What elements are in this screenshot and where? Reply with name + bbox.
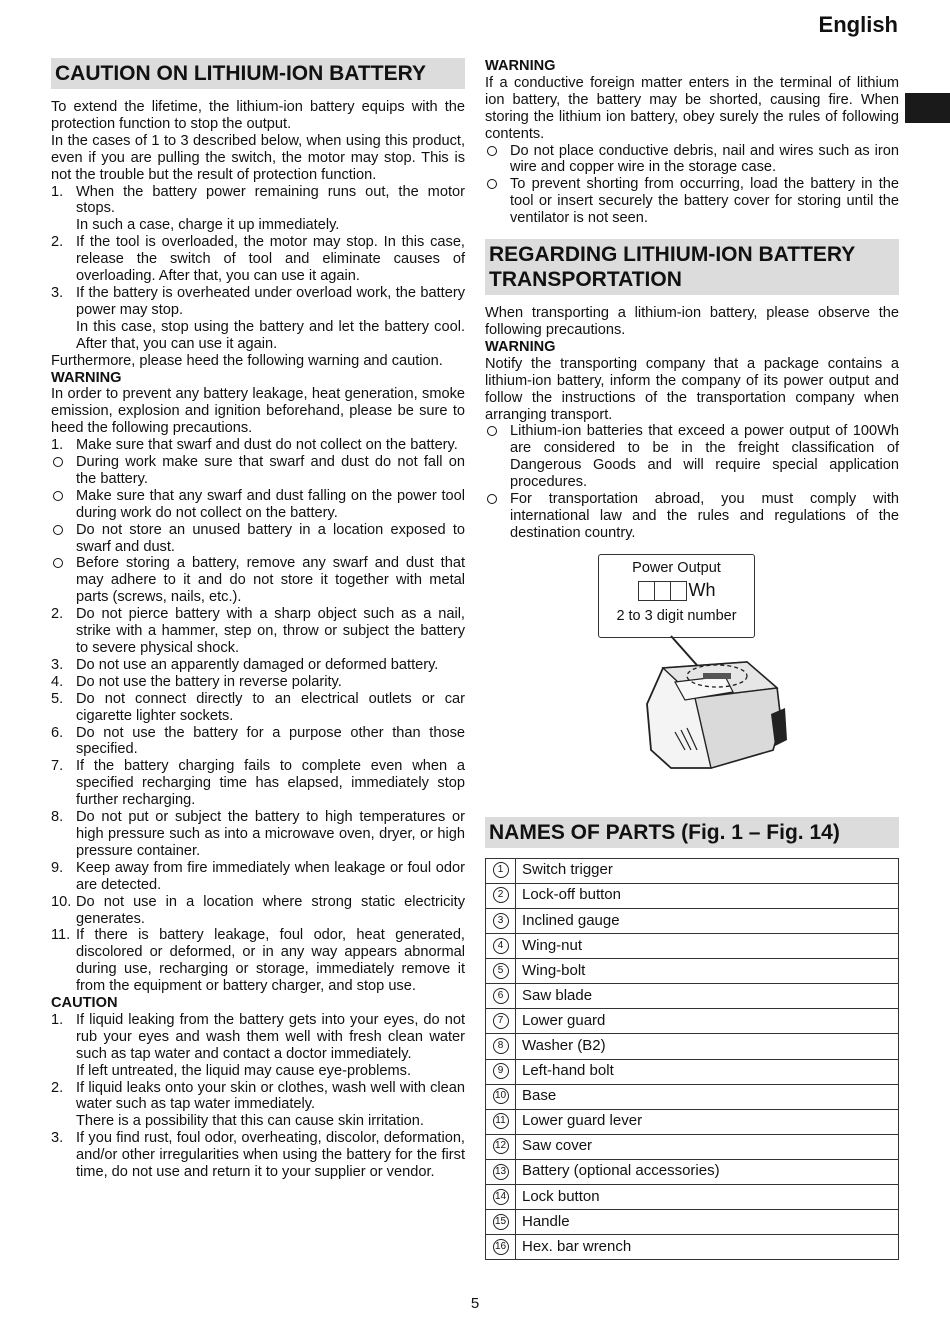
bullet-text: Do not store an unused battery in a location exposed to swarf and dust. — [76, 521, 465, 555]
table-row — [486, 1034, 899, 1059]
part-name-cell: Lock button — [516, 1184, 899, 1209]
bullet-item — [485, 423, 899, 491]
table-row — [486, 1109, 899, 1134]
table-row — [486, 959, 899, 984]
list-item — [51, 725, 465, 759]
list-item — [51, 606, 465, 657]
protection-list — [51, 184, 465, 353]
list-item-text: Do not connect directly to an electrical outlets or car cigarette lighter sockets. — [76, 690, 465, 724]
storage-warning-label: WARNING — [485, 58, 556, 74]
part-number-cell — [486, 1159, 516, 1184]
bullet-text: Make sure that any swarf and dust falling on the power tool during work do not collect on the battery. — [76, 487, 465, 521]
bullet-text: To prevent shorting from occurring, load the battery in the tool or insert securely the battery cover for storing until the ventilator is not seen. — [510, 176, 899, 227]
bullet-item — [485, 143, 899, 177]
list-item-text: Do not use the battery in reverse polarity. — [76, 673, 342, 690]
storage-bullet-list — [485, 143, 899, 228]
list-item-text: If the battery charging fails to complete even when a specified recharging time has elapsed, immediately stop further recharging. — [76, 758, 465, 809]
part-number-cell — [486, 1235, 516, 1260]
warning-bullet-list — [51, 454, 465, 606]
part-number-cell — [486, 1059, 516, 1084]
circle-bullet-icon — [487, 179, 497, 189]
circle-bullet-icon — [487, 146, 497, 156]
list-item-text: If liquid leaks onto your skin or clothes, wash well with clean water such as tap water immediately. — [76, 1079, 465, 1113]
list-item — [51, 691, 465, 725]
part-number-cell — [486, 1034, 516, 1059]
circled-number: 2 — [493, 887, 509, 903]
circle-bullet-icon — [53, 457, 63, 467]
list-marker: 8. — [51, 809, 64, 826]
table-row — [486, 858, 899, 883]
list-marker: 3. — [51, 284, 64, 301]
list-item — [51, 894, 465, 928]
part-name-cell: Lock-off button — [516, 883, 899, 908]
table-row — [486, 908, 899, 933]
part-name-cell: Left-hand bolt — [516, 1059, 899, 1084]
section-tab-marker — [905, 93, 950, 123]
list-marker: 3. — [51, 1130, 64, 1147]
parts-heading: NAMES OF PARTS (Fig. 1 – Fig. 14) — [485, 817, 899, 848]
bullet-text: For transportation abroad, you must comply with international law and the rules and regulations of the destination country. — [510, 491, 899, 541]
circled-number: 11 — [493, 1113, 509, 1129]
circle-bullet-icon — [53, 558, 63, 568]
table-row — [486, 1059, 899, 1084]
list-marker: 9. — [51, 859, 64, 876]
caution-list — [51, 1012, 465, 1181]
transport-warning-label: WARNING — [485, 338, 556, 355]
bullet-text: Lithium-ion batteries that exceed a power output of 100Wh are considered to be in the freight classification of Dangerous Goods and will require special application procedures. — [510, 423, 899, 491]
circle-bullet-icon — [53, 491, 63, 501]
wh-unit: Wh — [688, 580, 716, 601]
bullet-item — [51, 488, 465, 522]
list-item-note: In this case, stop using the battery and let the battery cool. After that, you can use it again. — [76, 318, 465, 352]
part-name-cell: Wing-bolt — [516, 959, 899, 984]
warning-intro: In order to prevent any battery leakage, heat generation, smoke emission, explosion and ignition beforehand, please be sure to heed the following precautions. — [51, 386, 465, 437]
bullet-item — [485, 491, 899, 542]
list-marker: 3. — [51, 656, 64, 673]
power-output-label: Power Output — [632, 559, 721, 576]
circled-number: 13 — [493, 1164, 509, 1180]
bullet-item — [485, 176, 899, 227]
list-item-note: If left untreated, the liquid may cause eye-problems. — [76, 1062, 412, 1079]
part-number-cell — [486, 858, 516, 883]
list-item — [51, 285, 465, 353]
list-item — [51, 1130, 465, 1181]
circled-number: 12 — [493, 1138, 509, 1154]
list-item — [51, 674, 465, 691]
right-column — [485, 58, 899, 1260]
list-marker: 2. — [51, 606, 64, 623]
power-output-value-boxes — [599, 580, 754, 602]
intro-paragraph-1: To extend the lifetime, the lithium-ion battery equips with the protection function to stop the output. — [51, 99, 465, 132]
part-name-cell: Handle — [516, 1210, 899, 1235]
list-item-text: Do not pierce battery with a sharp object such as a nail, strike with a hammer, step on, throw or subject the battery to severe physical shock. — [76, 606, 465, 656]
caution-heading: CAUTION ON LITHIUM-ION BATTERY — [51, 58, 465, 89]
transport-heading: REGARDING LITHIUM-ION BATTERY TRANSPORTATION — [485, 239, 899, 295]
list-item: 1. Make sure that swarf and dust do not collect on the battery. — [51, 437, 458, 454]
circled-number: 6 — [493, 988, 509, 1004]
list-item — [51, 927, 465, 995]
battery-figure — [485, 554, 899, 799]
circle-bullet-icon — [53, 525, 63, 535]
table-row — [486, 1084, 899, 1109]
list-item-text: Do not use the battery for a purpose other than those specified. — [76, 724, 465, 758]
list-marker: 10. — [51, 893, 72, 910]
bullet-item — [51, 454, 465, 488]
list-item-text: Do not use an apparently damaged or deformed battery. — [76, 656, 439, 673]
circled-number: 9 — [493, 1063, 509, 1079]
part-name-cell: Lower guard lever — [516, 1109, 899, 1134]
list-item-text: If the battery is overheated under overload work, the battery power may stop. — [76, 284, 465, 318]
part-name-cell: Base — [516, 1084, 899, 1109]
list-marker: 2. — [51, 234, 64, 251]
warning-label: WARNING — [51, 369, 122, 386]
page-number: 5 — [470, 1295, 480, 1312]
table-row — [486, 1210, 899, 1235]
circled-number: 3 — [493, 913, 509, 929]
part-number-cell — [486, 1210, 516, 1235]
list-marker: 7. — [51, 758, 64, 775]
storage-warning-text: If a conductive foreign matter enters in the terminal of lithium ion battery, the battery may be shorted, causing fire. When storing the lithium ion battery, obey surely the rules of following contents. — [485, 74, 899, 142]
list-item-text: If the tool is overloaded, the motor may stop. In this case, release the switch of tool and eliminate causes of overloading. After that, you can use it again. — [76, 234, 465, 285]
list-item-note: There is a possibility that this can cause skin irritation. — [76, 1113, 424, 1130]
part-number-cell — [486, 1109, 516, 1134]
list-item — [51, 1080, 465, 1131]
table-row — [486, 1235, 899, 1260]
language-label: English — [818, 12, 898, 37]
left-column — [51, 58, 465, 1181]
bullet-text: During work make sure that swarf and dust do not fall on the battery. — [76, 454, 465, 487]
part-number-cell — [486, 908, 516, 933]
circled-number: 4 — [493, 938, 509, 954]
part-name-cell: Inclined gauge — [516, 908, 899, 933]
list-item-text: If there is battery leakage, foul odor, heat generated, discolored or deformed, or in any way appears abnormal during use, recharging or storage, immediately remove it from the equipment or battery charger, and stop use. — [76, 927, 465, 995]
list-item-text: When the battery power remaining runs out, the motor stops. — [76, 183, 465, 217]
part-name-cell: Saw cover — [516, 1134, 899, 1159]
circled-number: 5 — [493, 963, 509, 979]
table-row — [486, 1159, 899, 1184]
list-marker: 2. — [51, 1079, 64, 1096]
table-row — [486, 1009, 899, 1034]
part-name-cell: Switch trigger — [516, 858, 899, 883]
digits-note: 2 to 3 digit number — [616, 607, 737, 624]
part-name-cell: Hex. bar wrench — [516, 1235, 899, 1260]
list-item-text: Do not put or subject the battery to high temperatures or high pressure such as into a microwave oven, dryer, or high pressure container. — [76, 809, 465, 859]
list-item-note: In such a case, charge it up immediately. — [76, 217, 340, 234]
caution-label: CAUTION — [51, 995, 118, 1012]
transport-warning-text: Notify the transporting company that a package contains a lithium-ion battery, inform the company of its power output and follow the instructions of the transportation company when arranging transport. — [485, 355, 899, 423]
part-number-cell — [486, 934, 516, 959]
circled-number: 15 — [493, 1214, 509, 1230]
bullet-item — [51, 555, 465, 606]
intro-paragraph-2: In the cases of 1 to 3 described below, when using this product, even if you are pulling the switch, the motor may stop. This is not the trouble but the result of protection function. — [51, 132, 465, 183]
circled-number: 1 — [493, 862, 509, 878]
circled-number: 8 — [493, 1038, 509, 1054]
table-row — [486, 1184, 899, 1209]
bullet-text: Do not place conductive debris, nail and wires such as iron wire and copper wire in the storage case. — [510, 142, 899, 176]
part-name-cell: Washer (B2) — [516, 1034, 899, 1059]
circled-number: 7 — [493, 1013, 509, 1029]
parts-table — [485, 858, 899, 1261]
circled-number: 14 — [493, 1189, 509, 1205]
circle-bullet-icon — [487, 494, 497, 504]
part-number-cell — [486, 883, 516, 908]
part-name-cell: Battery (optional accessories) — [516, 1159, 899, 1184]
list-item-text: If you find rust, foul odor, overheating, discolor, deformation, and/or other irregularities when using the battery for the first time, do not use and return it to your supplier or vendor. — [76, 1130, 465, 1181]
circled-number: 16 — [493, 1239, 509, 1255]
list-marker: 1. — [51, 183, 64, 200]
table-row — [486, 934, 899, 959]
transport-bullet-list — [485, 423, 899, 541]
part-number-cell — [486, 1134, 516, 1159]
list-item — [51, 234, 465, 285]
list-marker: 1. — [51, 1011, 64, 1028]
list-item — [51, 860, 465, 894]
list-item — [51, 657, 465, 674]
bullet-item — [51, 522, 465, 556]
digit-boxes — [638, 581, 687, 601]
list-item — [51, 1012, 465, 1080]
part-name-cell: Wing-nut — [516, 934, 899, 959]
list-marker: 11. — [51, 927, 71, 944]
table-row — [486, 883, 899, 908]
list-item-text: Keep away from fire immediately when leakage or foul odor are detected. — [76, 859, 465, 893]
list-marker: 4. — [51, 673, 64, 690]
circled-number: 10 — [493, 1088, 509, 1104]
list-marker: 6. — [51, 724, 64, 741]
part-number-cell — [486, 959, 516, 984]
circle-bullet-icon — [487, 426, 497, 436]
table-row — [486, 1134, 899, 1159]
part-number-cell — [486, 1084, 516, 1109]
part-name-cell: Saw blade — [516, 984, 899, 1009]
bullet-text: Before storing a battery, remove any swarf and dust that may adhere to it and do not store it together with metal parts (screws, nails, etc.). — [76, 555, 465, 606]
table-row — [486, 984, 899, 1009]
part-name-cell: Lower guard — [516, 1009, 899, 1034]
transport-intro: When transporting a lithium-ion battery, please observe the following precautions. — [485, 305, 899, 338]
list-item-text: If liquid leaking from the battery gets into your eyes, do not rub your eyes and wash them well with fresh clean water such as tap water and contact a doctor immediately. — [76, 1011, 465, 1062]
furthermore-text: Furthermore, please heed the following warning and caution. — [51, 352, 443, 369]
list-item — [51, 809, 465, 860]
list-marker: 5. — [51, 690, 64, 707]
list-item — [51, 184, 465, 235]
list-item-text: Do not use in a location where strong static electricity generates. — [76, 893, 465, 927]
warning-list — [51, 606, 465, 995]
part-number-cell — [486, 1184, 516, 1209]
list-item — [51, 758, 465, 809]
part-number-cell — [486, 1009, 516, 1034]
power-output-callout — [598, 554, 755, 638]
part-number-cell — [486, 984, 516, 1009]
